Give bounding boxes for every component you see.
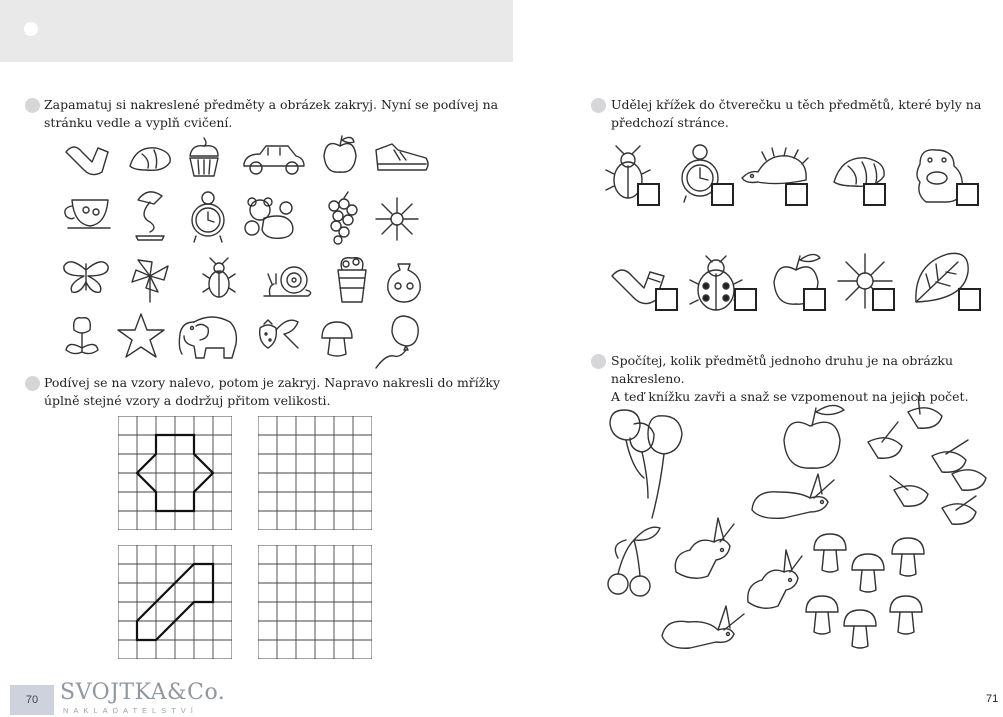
apple-icon (320, 132, 360, 178)
lamp-icon (128, 186, 172, 244)
bucket-icon (332, 252, 372, 306)
publisher-subtitle: NAKLADATELSTVÍ (63, 706, 198, 715)
butterfly-icon (60, 256, 112, 296)
beetle-icon (202, 258, 236, 302)
rabbit-icon (654, 600, 750, 660)
checkbox-ladybug[interactable] (734, 288, 757, 311)
task3-line2: předchozí stránce. (611, 115, 729, 130)
strawberry-icon (254, 314, 306, 354)
vase-icon (384, 260, 424, 304)
page-number-left: 70 (10, 685, 54, 715)
elephant-icon (172, 308, 242, 362)
checkbox-shell[interactable] (863, 183, 886, 206)
header-band (0, 0, 513, 62)
pattern-grid-1 (118, 416, 232, 530)
car-icon (240, 144, 308, 176)
cup-icon (62, 194, 114, 234)
checkbox-beetle[interactable] (637, 183, 660, 206)
pattern-grid-2 (118, 545, 232, 659)
snail-icon (262, 262, 318, 302)
shoe-icon (372, 140, 432, 176)
task4-line1: Spočítej, kolik předmětů jednoho druhu je na obrázku nakresleno. (611, 353, 954, 386)
flower-icon (374, 196, 420, 242)
apple-icon (780, 400, 850, 472)
task4-line2: A teď knížku zavři a snaž se vzpomenout na jejich počet. (611, 389, 969, 404)
balloon-icon (604, 408, 694, 528)
sock-icon (62, 138, 112, 178)
task4-bullet (591, 354, 606, 369)
task3-line1: Udělej křížek do čtverečku u těch předmětů, které byly na (611, 97, 982, 112)
checkbox-hedgehog[interactable] (785, 183, 808, 206)
rabbit-icon (742, 546, 812, 616)
task2-line2: úplně stejné vzory a dodržuj přitom velikosti. (44, 393, 331, 408)
task3-instruction (611, 96, 981, 132)
task2-bullet (25, 376, 40, 391)
task1-instruction (44, 96, 498, 132)
mushroom-icon (318, 320, 356, 358)
task1-line2: stránku vedle a vyplň cvičení. (44, 115, 233, 130)
tulip-icon (62, 314, 102, 360)
bird-icon (858, 392, 998, 542)
page-number-right: 71 (986, 693, 999, 705)
shell-icon (126, 140, 176, 176)
task2-instruction (44, 374, 500, 410)
task1-line1: Zapamatuj si nakreslené předměty a obrázek zakryj. Nyní se podívej na (44, 97, 499, 112)
cherry-icon (604, 520, 664, 598)
star-icon (116, 312, 166, 360)
cupcake-icon (184, 136, 224, 180)
task3-bullet (591, 98, 606, 113)
checkbox-flower[interactable] (872, 288, 895, 311)
grapes-icon (322, 192, 360, 246)
checkbox-sock[interactable] (655, 288, 678, 311)
publisher-logo: SVOJTKA&Co. (60, 680, 226, 705)
header-dot (24, 22, 38, 36)
rabbit-icon (744, 470, 844, 530)
teddy-bear-icon (242, 196, 300, 242)
pinwheel-icon (128, 256, 172, 304)
task1-bullet (25, 98, 40, 113)
mushroom-icon (806, 530, 946, 670)
checkbox-leaf[interactable] (958, 288, 981, 311)
balloon-icon (372, 312, 422, 370)
checkbox-apple[interactable] (803, 288, 826, 311)
task2-line1: Podívej se na vzory nalevo, potom je zakryj. Napravo nakresli do mřížky (44, 375, 500, 390)
drawing-grid-1[interactable] (258, 416, 372, 530)
alarm-clock-icon (188, 188, 228, 244)
rabbit-icon (668, 516, 748, 586)
drawing-grid-2[interactable] (258, 545, 372, 659)
checkbox-hippo[interactable] (956, 183, 979, 206)
checkbox-alarm-clock[interactable] (711, 183, 734, 206)
